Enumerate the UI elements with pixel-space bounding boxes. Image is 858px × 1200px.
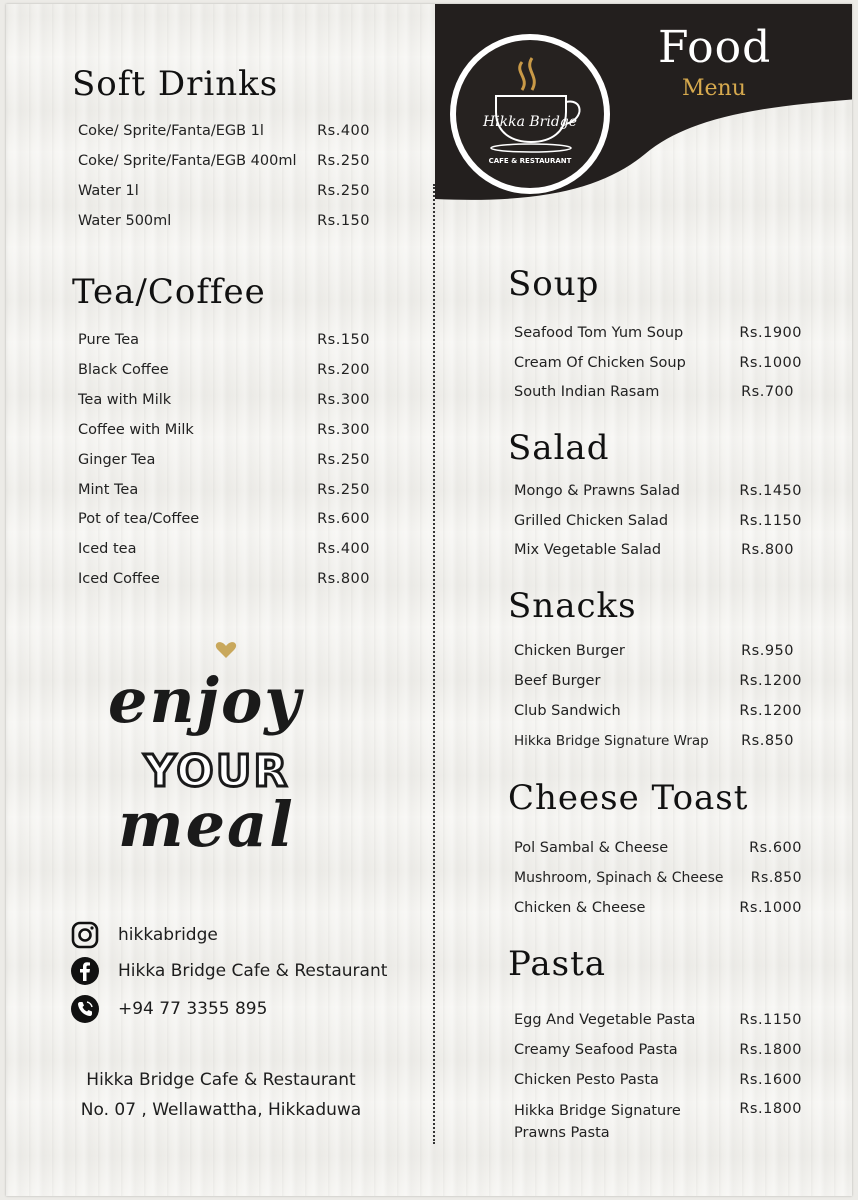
menu-item (514, 1100, 802, 1144)
heart-icon (216, 642, 236, 658)
contact-facebook[interactable] (70, 956, 387, 986)
item-price: Rs.250 (317, 452, 370, 468)
item-name: Mix Vegetable Salad (514, 542, 662, 558)
menu-item (78, 122, 370, 140)
item-price: Rs.800 (317, 571, 370, 587)
item-price: Rs.1000 (739, 900, 802, 916)
item-name: Coke/ Sprite/Fanta/EGB 400ml (78, 153, 297, 169)
item-price: Rs.600 (317, 511, 370, 527)
menu-page (6, 4, 852, 1196)
menu-item (514, 672, 802, 690)
menu-item (78, 481, 370, 499)
item-name: Mint Tea (78, 482, 139, 498)
item-price: Rs.1200 (739, 673, 802, 689)
menu-item (78, 391, 370, 409)
menu-item (514, 869, 802, 887)
enjoy-your-meal-graphic (98, 636, 348, 866)
menu-item (78, 510, 370, 528)
item-name: Creamy Seafood Pasta (514, 1042, 678, 1058)
section-title-snacks: Snacks (508, 586, 637, 626)
item-name: Water 500ml (78, 213, 172, 229)
item-price: Rs.800 (741, 542, 794, 558)
item-price: Rs.600 (749, 840, 802, 856)
column-divider (433, 184, 435, 1144)
instagram-icon (70, 920, 100, 950)
item-price: Rs.950 (741, 643, 794, 659)
meal-text: meal (118, 788, 295, 861)
item-price: Rs.200 (317, 362, 370, 378)
item-name: Iced Coffee (78, 571, 160, 587)
menu-item (78, 421, 370, 439)
menu-item (514, 1041, 802, 1059)
item-price: Rs.300 (317, 392, 370, 408)
menu-item (514, 512, 802, 530)
item-name: Pure Tea (78, 332, 140, 348)
item-price: Rs.1150 (739, 1012, 802, 1028)
menu-item (514, 732, 794, 750)
item-name: Tea with Milk (78, 392, 172, 408)
contact-phone[interactable] (70, 994, 267, 1024)
item-price: Rs.1150 (739, 513, 802, 529)
item-name (514, 1100, 681, 1144)
menu-item (514, 482, 802, 500)
phone-icon (70, 994, 100, 1024)
item-price: Rs.250 (317, 153, 370, 169)
menu-item (78, 212, 370, 230)
section-title-cheese-toast: Cheese Toast (508, 778, 749, 818)
menu-item (514, 1011, 802, 1029)
item-price: Rs.250 (317, 482, 370, 498)
item-price: Rs.400 (317, 123, 370, 139)
item-name: Club Sandwich (514, 703, 621, 719)
item-name: Chicken Pesto Pasta (514, 1072, 659, 1088)
coffee-cup-icon (456, 40, 604, 188)
item-name: Hikka Bridge Signature Wrap (514, 733, 709, 749)
item-price: Rs.1450 (739, 483, 802, 499)
menu-item (78, 152, 370, 170)
item-price: Rs.1900 (739, 325, 802, 341)
your-text: YOUR (144, 746, 290, 797)
section-title-soup: Soup (508, 264, 600, 304)
facebook-icon (70, 956, 100, 986)
item-name: Black Coffee (78, 362, 169, 378)
menu-item (514, 541, 794, 559)
item-name: Beef Burger (514, 673, 601, 689)
item-price: Rs.1000 (739, 355, 802, 371)
section-title-salad: Salad (508, 428, 610, 468)
logo-text: Hikka Bridge (482, 114, 578, 130)
address-line-2: No. 07 , Wellawattha, Hikkaduwa (80, 1100, 362, 1120)
section-title-pasta: Pasta (508, 944, 607, 984)
item-name: Water 1l (78, 183, 139, 199)
instagram-handle: hikkabridge (118, 925, 218, 945)
item-name-line-2: Prawns Pasta (514, 1125, 610, 1141)
item-name: Cream Of Chicken Soup (514, 355, 686, 371)
item-name: Ginger Tea (78, 452, 156, 468)
menu-item (78, 361, 370, 379)
phone-number: +94 77 3355 895 (118, 999, 268, 1019)
menu-item (514, 1071, 802, 1089)
item-name: Seafood Tom Yum Soup (514, 325, 684, 341)
item-name: Pol Sambal & Cheese (514, 840, 669, 856)
menu-subtitle: Menu (682, 76, 746, 101)
menu-item (78, 331, 370, 349)
menu-item (514, 324, 802, 342)
menu-item (514, 642, 794, 660)
item-name: Mushroom, Spinach & Cheese (514, 870, 724, 886)
item-name: Pot of tea/Coffee (78, 511, 200, 527)
item-price: Rs.150 (317, 332, 370, 348)
facebook-page: Hikka Bridge Cafe & Restaurant (118, 961, 388, 981)
item-name: Chicken & Cheese (514, 900, 646, 916)
item-price: Rs.250 (317, 183, 370, 199)
item-price: Rs.1600 (739, 1072, 802, 1088)
menu-item (78, 540, 370, 558)
menu-item (514, 839, 802, 857)
item-price: Rs.700 (741, 384, 794, 400)
item-price: Rs.300 (317, 422, 370, 438)
menu-item (78, 451, 370, 469)
enjoy-text: enjoy (108, 664, 303, 737)
item-name: Egg And Vegetable Pasta (514, 1012, 696, 1028)
item-price: Rs.850 (750, 870, 802, 886)
item-name: Chicken Burger (514, 643, 625, 659)
menu-item (78, 182, 370, 200)
item-name: Grilled Chicken Salad (514, 513, 669, 529)
item-name-line-1: Hikka Bridge Signature (514, 1103, 681, 1119)
contact-instagram[interactable] (70, 920, 218, 950)
item-name: Iced tea (78, 541, 137, 557)
menu-item (514, 354, 802, 372)
item-name: Coffee with Milk (78, 422, 194, 438)
logo-tagline: CAFE & RESTAURANT (488, 157, 572, 165)
item-name: Coke/ Sprite/Fanta/EGB 1l (78, 123, 264, 139)
logo (450, 34, 610, 194)
item-price: Rs.400 (317, 541, 370, 557)
item-price: Rs.1800 (739, 1042, 802, 1058)
item-price: Rs.850 (741, 733, 794, 749)
menu-item (78, 570, 370, 588)
menu-title: Food (658, 22, 772, 73)
item-price: Rs.150 (317, 213, 370, 229)
address-line-1: Hikka Bridge Cafe & Restaurant (86, 1070, 356, 1090)
item-name: South Indian Rasam (514, 384, 660, 400)
item-price: Rs.1800 (739, 1101, 802, 1117)
section-title-tea-coffee: Tea/Coffee (72, 272, 266, 312)
section-title-soft-drinks: Soft Drinks (72, 64, 279, 104)
menu-item (514, 899, 802, 917)
menu-item (514, 702, 802, 720)
menu-item (514, 383, 794, 401)
item-name: Mongo & Prawns Salad (514, 483, 680, 499)
item-price: Rs.1200 (739, 703, 802, 719)
